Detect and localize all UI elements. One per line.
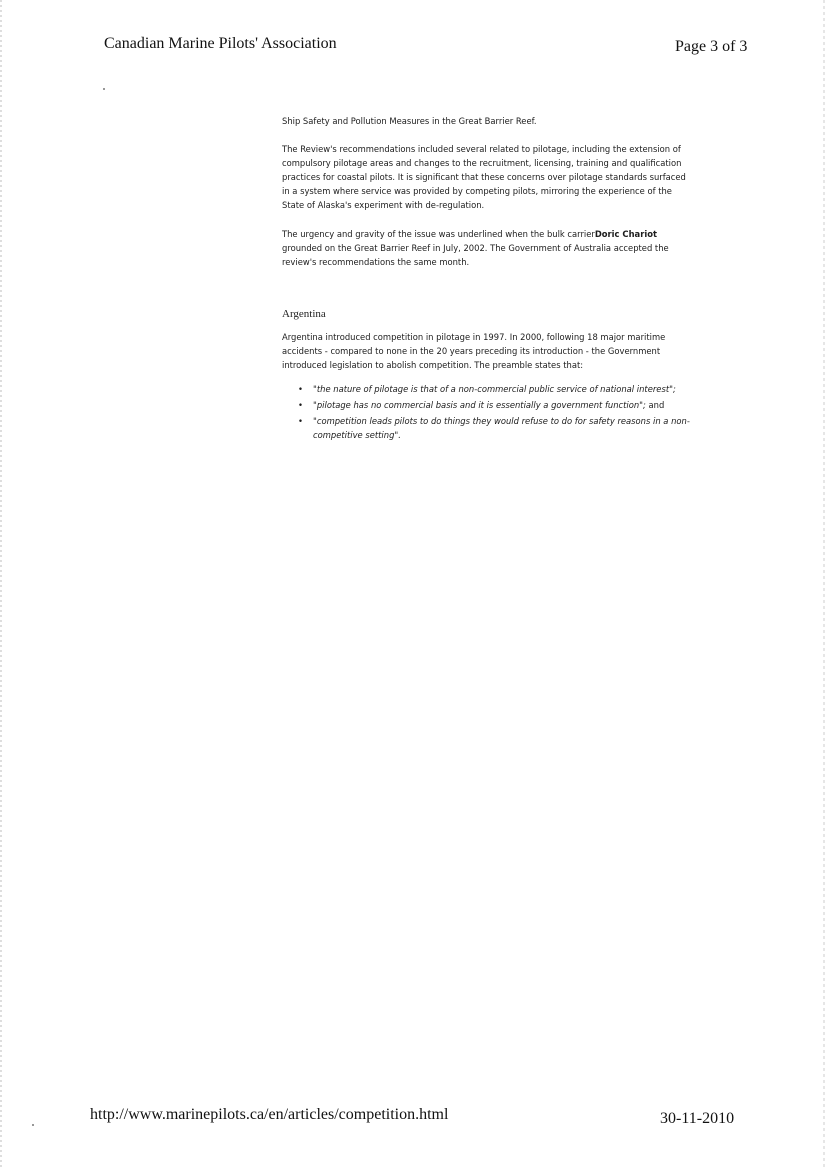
- list-item: [282, 382, 692, 396]
- bullet-icon: •: [298, 416, 303, 426]
- list-item: [282, 414, 692, 442]
- urgency-text-after: grounded on the Great Barrier Reef in July, 2002. The Government of Australia accepted the review's recommendations the same month.: [282, 243, 669, 267]
- scan-speck: [103, 88, 105, 90]
- preamble-quote: "competition leads pilots to do things they would refuse to do for safety reasons in a non-competitive setting".: [313, 416, 690, 440]
- scan-edge-left: [0, 0, 2, 1168]
- argentina-title: Argentina: [282, 308, 326, 320]
- bullet-icon: •: [298, 400, 303, 410]
- footer-date: 30-11-2010: [660, 1110, 735, 1127]
- preamble-list: [282, 382, 692, 442]
- urgency-paragraph: [282, 227, 692, 269]
- section-heading: Ship Safety and Pollution Measures in the Great Barrier Reef.: [282, 116, 537, 126]
- scan-speck: [32, 1124, 34, 1126]
- review-paragraph: The Review's recommendations included several related to pilotage, including the extension of compulsory pilotage areas and changes to the recruitment, licensing, training and qualification practices for coastal pilots. It is significant that these concerns over pilotage standards surfaced in a system where service was provided by competing pilots, mirroring the experience of the State of Alaska's experiment with de-regulation.: [282, 144, 686, 210]
- header-organization: Canadian Marine Pilots' Association: [104, 35, 337, 52]
- header-page-indicator: Page 3 of 3: [675, 38, 748, 55]
- urgency-text-before: The urgency and gravity of the issue was underlined when the bulk carrier: [282, 229, 595, 239]
- bullet-icon: •: [298, 384, 303, 394]
- footer-url: http://www.marinepilots.ca/en/articles/competition.html: [90, 1106, 449, 1123]
- article-body: [282, 114, 692, 269]
- argentina-section: [282, 330, 692, 444]
- list-item: [282, 398, 692, 412]
- preamble-tail: and: [645, 400, 665, 410]
- preamble-quote: "the nature of pilotage is that of a non-commercial public service of national interest";: [313, 384, 676, 394]
- vessel-name: Doric Chariot: [594, 229, 657, 239]
- preamble-quote: "pilotage has no commercial basis and it is essentially a government function";: [313, 400, 646, 410]
- argentina-paragraph: Argentina introduced competition in pilotage in 1997. In 2000, following 18 major maritime accidents - compared to none in the 20 years preceding its introduction - the Government introduced legislation to abolish competition. The preamble states that:: [282, 332, 666, 370]
